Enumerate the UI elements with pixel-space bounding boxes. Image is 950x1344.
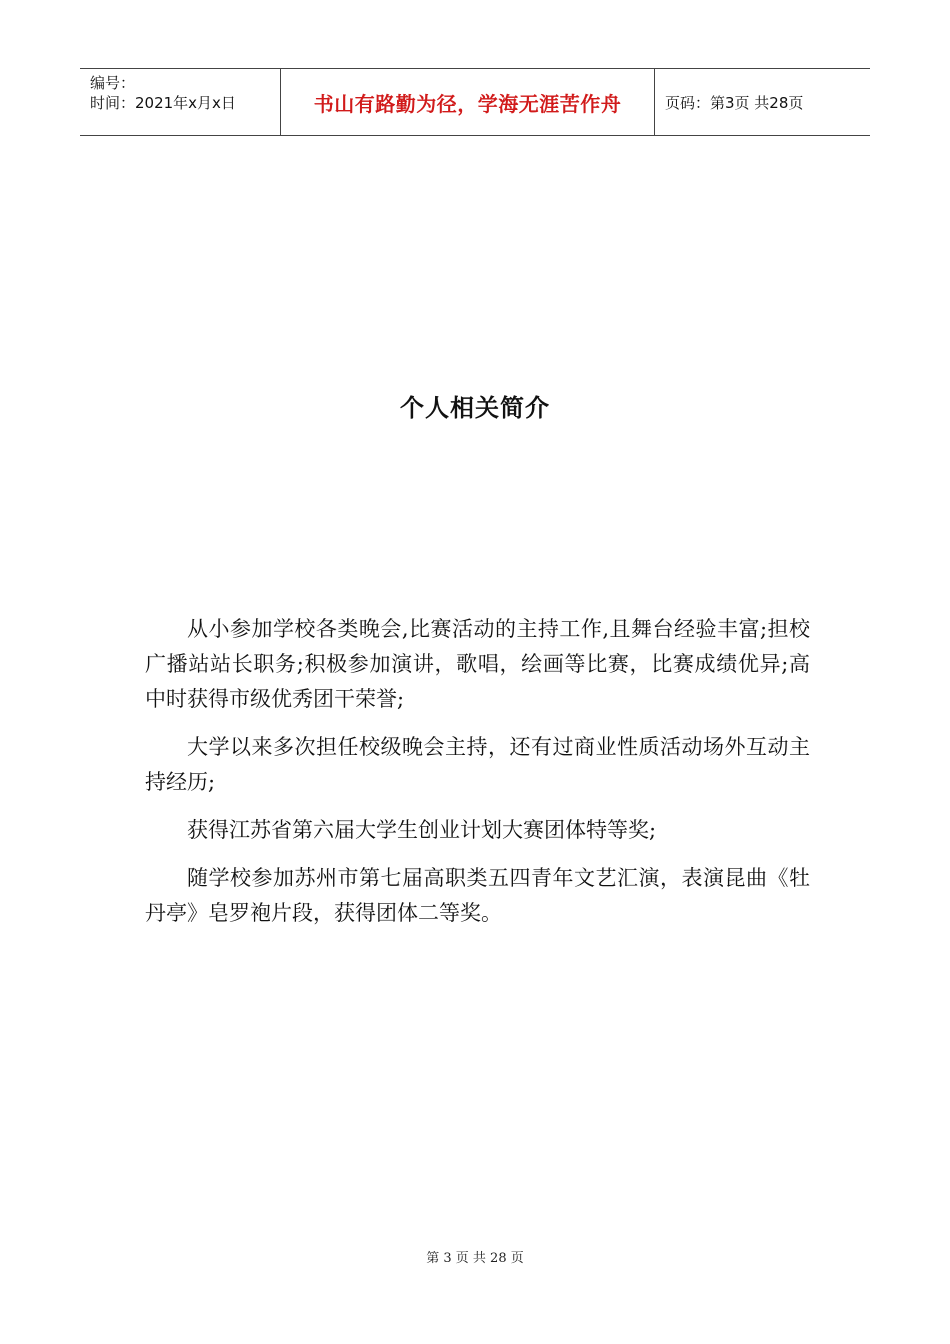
paragraph: 从小参加学校各类晚会,比赛活动的主持工作,且舞台经验丰富;担校广播站站长职务;积极参加演讲，歌唱，绘画等比赛，比赛成绩优异;高中时获得市级优秀团干荣誉;	[145, 617, 810, 711]
page-header	[80, 68, 870, 136]
paragraph: 获得江苏省第六届大学生创业计划大赛团体特等奖;	[187, 818, 657, 842]
header-motto-cell	[281, 69, 655, 135]
paragraph: 随学校参加苏州市第七届高职类五四青年文艺汇演，表演昆曲《牡丹亭》皂罗袍片段，获得团体二等奖。	[145, 866, 810, 925]
header-page-info	[655, 69, 870, 135]
document-title: 个人相关简介	[400, 394, 550, 422]
paragraph: 大学以来多次担任校级晚会主持，还有过商业性质活动场外互动主持经历;	[145, 735, 810, 794]
page-info-text: 页码：第3页 共28页	[665, 93, 804, 112]
document-body	[145, 612, 810, 944]
page-footer: 第 3 页 共 28 页	[426, 1251, 524, 1266]
document-number-label: 编号：	[90, 74, 136, 92]
document-date-label: 时间：2021年x月x日	[90, 94, 236, 112]
header-meta	[80, 69, 281, 135]
header-motto: 书山有路勤为径，学海无涯苦作舟	[313, 91, 622, 116]
